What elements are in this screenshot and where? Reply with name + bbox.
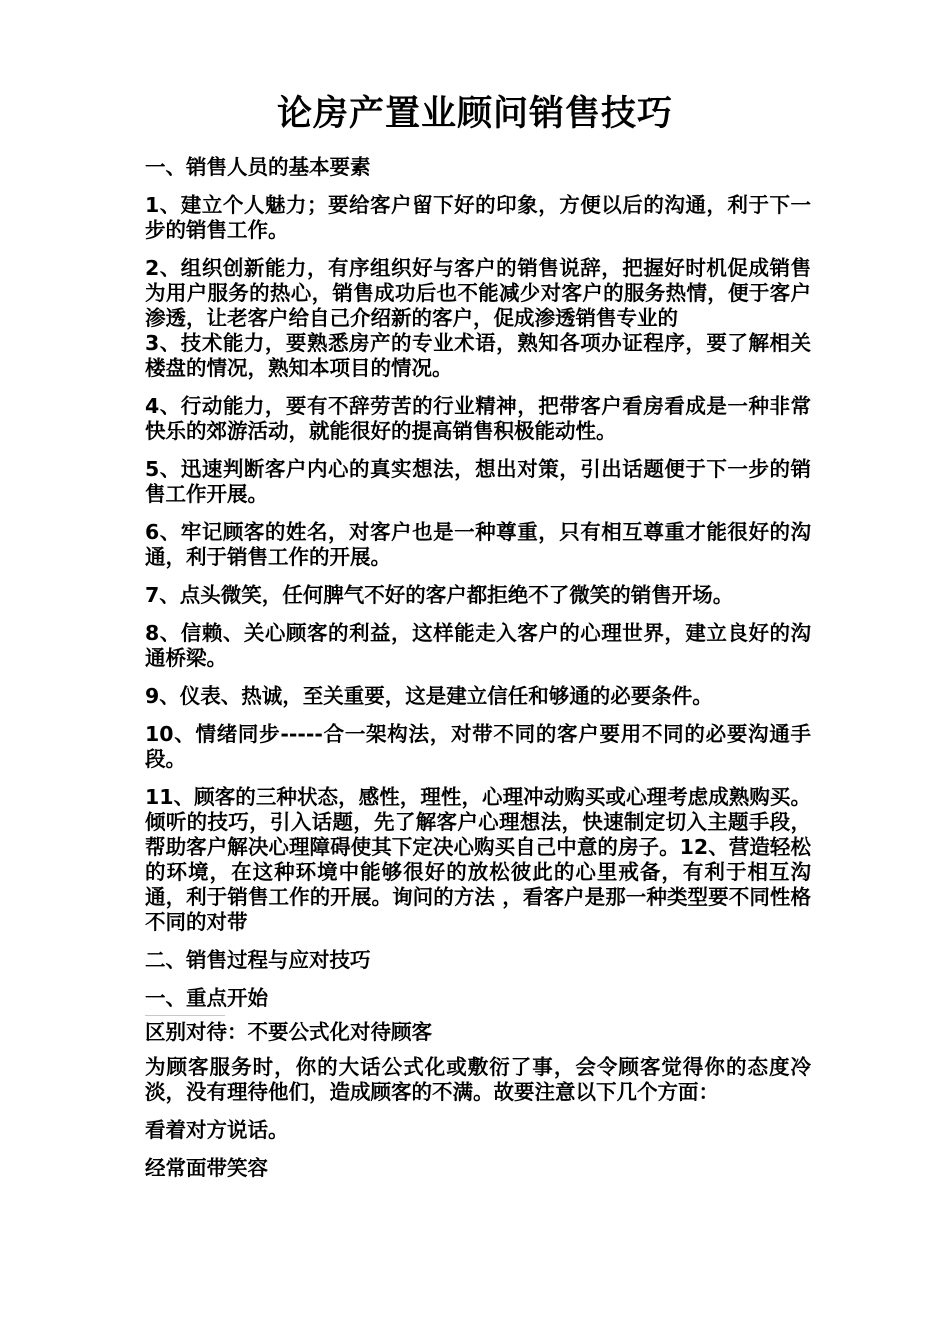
document-title: 论房产置业顾问销售技巧 — [276, 94, 673, 134]
paragraph-item-6: 6、牢记顾客的姓名，对客户也是一种尊重，只有相互尊重才能很好的沟通，利于销售工作的开展。 — [145, 520, 811, 569]
section-heading-basic-elements: 一、销售人员的基本要素 — [145, 155, 371, 179]
divider-line — [145, 1015, 225, 1016]
document-body — [145, 155, 811, 1194]
paragraph-service-attitude: 为顾客服务时，你的大话公式化或敷衍了事，会令顾客觉得你的态度冷淡，没有理待他们，造成顾客的不满。故要注意以下几个方面： — [145, 1055, 811, 1104]
paragraph-item-4: 4、行动能力，要有不辞劳苦的行业精神，把带客户看房看成是一种非常快乐的郊游活动，就能很好的提高销售积极能动性。 — [145, 394, 811, 443]
section-heading-sales-process: 二、销售过程与应对技巧 — [145, 948, 371, 972]
paragraph-item-7: 7、点头微笑，任何脾气不好的客户都拒绝不了微笑的销售开场。 — [145, 583, 734, 607]
subheading-key-start: 一、重点开始 — [145, 986, 268, 1010]
paragraph-item-5: 5、迅速判断客户内心的真实想法，想出对策，引出话题便于下一步的销售工作开展。 — [145, 457, 811, 506]
paragraph-item-1: 1、建立个人魅力；要给客户留下好的印象，方便以后的沟通，利于下一步的销售工作。 — [145, 193, 811, 242]
paragraph-item-11: 11、顾客的三种状态，感性，理性，心理冲动购买或心理考虑成熟购买。倾听的技巧，引入话题，先了解客户心理想法，快速制定切入主题手段，帮助客户解决心理障碍使其下定决心购买自己中意的房子。12、营造轻松的环境，在这种环境中能够很好的放松彼此的心里戒备，有利于相互沟通，利于销售工作的开展。询问的方法 ，看客户是那一种类型要不同性格不同的对带 — [145, 785, 811, 934]
paragraph-differentiated-treatment: 区别对待：不要公式化对待顾客 — [145, 1020, 432, 1044]
paragraph-item-10: 10、情绪同步-----合一架构法，对带不同的客户要用不同的必要沟通手段。 — [145, 722, 811, 771]
paragraph-item-3: 3、技术能力，要熟悉房产的专业术语，熟知各项办证程序，要了解相关楼盘的情况，熟知本项目的情况。 — [145, 331, 811, 380]
paragraph-look-at-customer: 看着对方说话。 — [145, 1118, 289, 1142]
paragraph-item-9: 9、仪表、热诚，至关重要，这是建立信任和够通的必要条件。 — [145, 684, 713, 708]
paragraph-item-2: 2、组织创新能力，有序组织好与客户的销售说辞，把握好时机促成销售为用户服务的热心，销售成功后也不能减少对客户的服务热情，便于客户渗透，让老客户给自己介绍新的客户，促成渗透销售专业的 — [145, 256, 811, 330]
paragraph-item-8: 8、信赖、关心顾客的利益，这样能走入客户的心理世界，建立良好的沟通桥梁。 — [145, 621, 811, 670]
paragraph-smile: 经常面带笑容 — [145, 1156, 268, 1180]
